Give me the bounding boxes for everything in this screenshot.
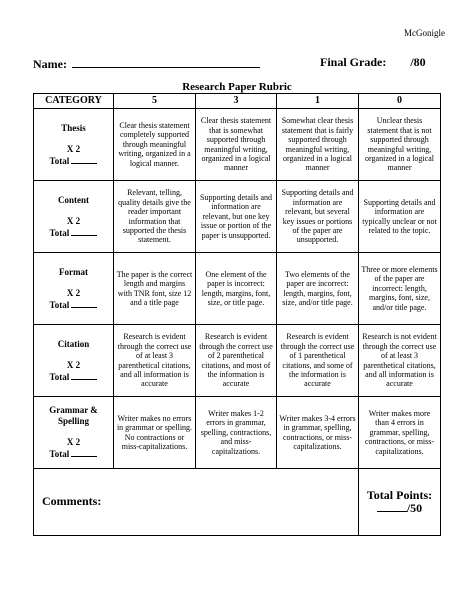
total-blank-line[interactable] <box>71 448 97 457</box>
header-row <box>34 94 441 109</box>
rubric-cell: Unclear thesis statement that is not supported through meaningful writing, organized in a logical manner <box>359 109 441 181</box>
table-row <box>34 397 441 469</box>
name-field <box>33 55 260 72</box>
rubric-cell: Clear thesis statement that is somewhat supported through meaningful writing, organized in a logical manner <box>196 109 277 181</box>
table-row <box>34 181 441 253</box>
rubric-cell: Research is evident through the correct use of 1 parenthetical citations, and some of the information is accurate <box>277 325 359 397</box>
category-name: Thesis <box>61 122 86 133</box>
rubric-cell: Writer makes 1-2 errors in grammar, spelling, contractions, and miss-capitalizations. <box>196 397 277 469</box>
category-name: Citation <box>57 338 90 349</box>
table-row <box>34 325 441 397</box>
final-grade-label: Final Grade: <box>320 55 387 69</box>
name-blank-line[interactable] <box>72 55 260 68</box>
rubric-table <box>33 93 441 536</box>
name-label: Name: <box>33 57 67 71</box>
rubric-cell: Writer makes more than 4 errors in grammar, spelling, contractions, or miss-capitalizations. <box>359 397 441 469</box>
category-total: Total <box>36 371 111 383</box>
final-grade-max: /80 <box>410 55 426 69</box>
total-blank-line[interactable] <box>71 227 97 236</box>
category-cell <box>34 109 114 181</box>
column-header: 0 <box>359 94 441 109</box>
footer-row <box>34 469 441 536</box>
rubric-cell: Somewhat clear thesis statement that is fairly supported through meaningful writing, organized in a logical manner <box>277 109 359 181</box>
category-name: Content <box>58 194 89 205</box>
rubric-cell: Relevant, telling, quality details give the reader important information that supported the thesis statement. <box>114 181 196 253</box>
category-weight: X 2 <box>66 359 81 370</box>
total-points-cell <box>359 469 441 536</box>
rubric-cell: Writer makes no errors in grammar or spelling. No contractions or miss-capitalizations. <box>114 397 196 469</box>
rubric-cell: Research is evident through the correct use of at least 3 parenthetical citations, and all information is accurate <box>114 325 196 397</box>
column-header: 5 <box>114 94 196 109</box>
category-total: Total <box>36 299 111 311</box>
category-weight: X 2 <box>66 287 81 298</box>
comments-label: Comments: <box>42 494 102 509</box>
category-weight: X 2 <box>66 437 81 447</box>
rubric-cell: Supporting details and information are relevant, but one key issue or portion of the paper is unsupported. <box>196 181 277 253</box>
category-cell <box>34 181 114 253</box>
total-points-label: Total Points: <box>366 488 433 503</box>
category-weight: X 2 <box>66 215 81 226</box>
total-blank-line[interactable] <box>71 155 97 164</box>
page-title: Research Paper Rubric <box>182 81 292 93</box>
comments-area[interactable] <box>34 469 359 536</box>
column-header: CATEGORY <box>34 94 114 109</box>
category-weight: X 2 <box>66 143 81 154</box>
rubric-cell: Supporting details and information are typically unclear or not related to the topic. <box>359 181 441 253</box>
rubric-cell: Writer makes 3-4 errors in grammar, spelling, contractions, or miss-capitalizations. <box>277 397 359 469</box>
rubric-cell: Research is evident through the correct use of 2 parenthetical citations, and most of the information is accurate <box>196 325 277 397</box>
total-points-blank-line[interactable] <box>377 501 407 512</box>
rubric-cell: One element of the paper is incorrect: length, margins, font, size, or title page. <box>196 253 277 325</box>
rubric-cell: Supporting details and information are relevant, but several key issues or portions of the paper are unsupported. <box>277 181 359 253</box>
total-blank-line[interactable] <box>71 299 97 308</box>
column-header: 1 <box>277 94 359 109</box>
category-name: Grammar & Spelling <box>49 405 98 426</box>
total-blank-line[interactable] <box>71 371 97 380</box>
category-name: Format <box>59 266 88 277</box>
column-header: 3 <box>196 94 277 109</box>
category-total: Total <box>36 448 111 460</box>
rubric-cell: Research is not evident through the correct use of at least 3 parenthetical citations, and all information is accurate <box>359 325 441 397</box>
rubric-cell: Clear thesis statement completely supported through meaningful writing, organized in a logical manner. <box>114 109 196 181</box>
category-cell <box>34 253 114 325</box>
rubric-cell: Two elements of the paper are incorrect: length, margins, font, size, and/or title page. <box>277 253 359 325</box>
total-points-value: /50 <box>361 501 438 513</box>
table-row <box>34 109 441 181</box>
category-total: Total <box>36 227 111 239</box>
rubric-cell: The paper is the correct length and margins with TNR font, size 12 and a title page <box>114 253 196 325</box>
author-name: McGonigle <box>404 28 445 38</box>
category-cell <box>34 397 114 469</box>
rubric-cell: Three or more elements of the paper are incorrect: length, margins, font, size, and/or title page. <box>359 253 441 325</box>
table-row <box>34 253 441 325</box>
category-cell <box>34 325 114 397</box>
final-grade <box>320 55 426 70</box>
category-total: Total <box>36 155 111 167</box>
